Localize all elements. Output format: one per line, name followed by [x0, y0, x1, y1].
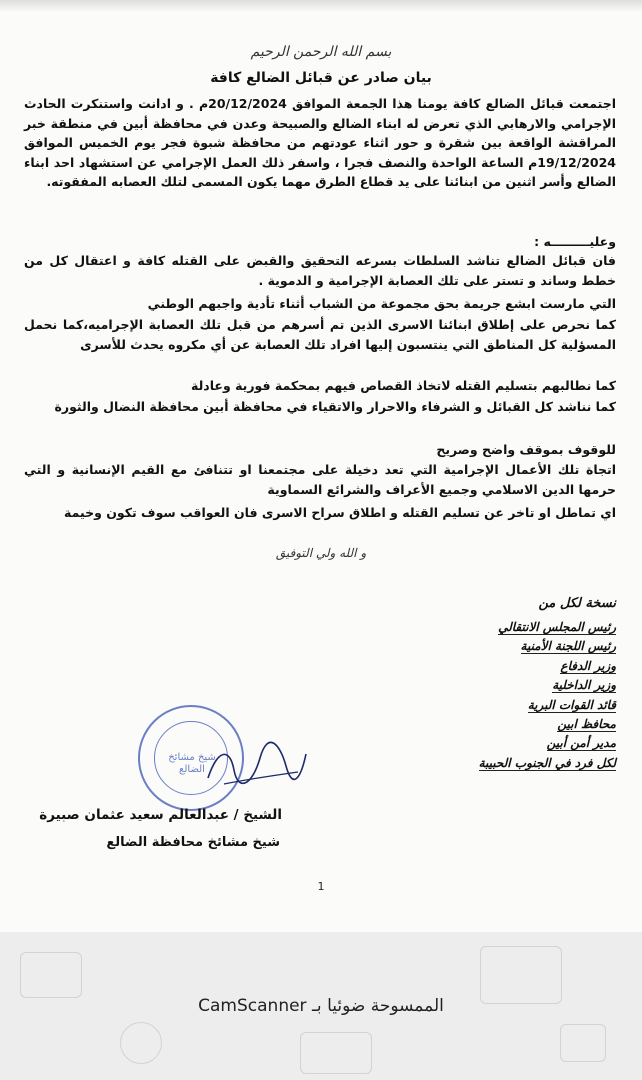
- abyan-appeal-paragraph: كما نناشد كل القبائل و الشرفاء والاحرار والاتقياء في محافظة أبين محافظة النضال والثورة: [54, 399, 616, 414]
- paper-top-shadow: [0, 0, 642, 12]
- demand-investigation-paragraph: فان قبائل الضالع تناشد السلطات بسرعه التحقيق والقبض على القتله كافة و اعتقال كل من خطط وساند و تستر على تلك العصابة الإجرامية و الدموية .: [24, 253, 616, 288]
- copy-recipients-list: [356, 618, 616, 773]
- decorative-camera-icon: [560, 1024, 606, 1062]
- basmala-header: بسم الله الرحمن الرحيم: [250, 44, 392, 60]
- list-item: لكل فرد في الجنوب الحبيبة: [478, 755, 616, 770]
- decorative-document-icon: [20, 952, 82, 998]
- signer-title: شيخ مشائخ محافظة الضالع: [106, 835, 280, 850]
- list-item: وزير الداخلية: [552, 678, 616, 693]
- page-number: 1: [317, 880, 325, 893]
- list-item: مدير أمن أبين: [546, 736, 616, 751]
- copy-to-heading: نسخة لكل من: [538, 596, 616, 611]
- warning-paragraph: اي تماطل او تاخر عن تسليم القتله و اطلاق سراح الاسرى فان العواقب سوف تكون وخيمة: [64, 505, 616, 520]
- list-item: وزير الدفاع: [560, 658, 616, 673]
- handwritten-signature: [200, 736, 310, 796]
- crime-description-line: التي مارست ابشع جريمة بحق مجموعة من الشباب أثناء تأدية واجبهم الوطني: [147, 296, 616, 311]
- statement-title: بيان صادر عن قبائل الضالع كافة: [210, 70, 432, 86]
- criminal-acts-paragraph: اتجاة تلك الأعمال الإجرامية التي تعد دخيلة على مجتمعنا او تتنافئ مع القيم الإنسانية و التي حرمها الدين الاسلامي وجميع الأعراف والشرائع السماوية: [24, 462, 616, 497]
- decorative-scan-icon: [300, 1032, 372, 1074]
- list-item: محافظ ابين: [557, 717, 616, 732]
- list-item: قائد القوات البرية: [527, 697, 616, 712]
- closing-phrase: و الله ولي التوفيق: [275, 546, 367, 560]
- decorative-circle-icon: [120, 1022, 162, 1064]
- intro-paragraph: اجتمعت قبائل الضالع كافة يومنا هذا الجمعة الموافق 20/12/2024م . و ادانت واستنكرت الحادث الإجرامي والارهابي الذي تعرض له ابناء الضالع والصبيحة وعدن في محافظة أبين في منطقة خبر المراقشة الواقعة بين شقرة و حور اثناء عودتهم من محافظة شبوة فجر يوم الخميس الموافق 19/12/2024م الساعة الواحدة والنصف فجرا ، واسفر ذلك العمل الإجرامي عن استشهاد احد ابناء الضالع وأسر اثنين من ابنائنا على يد قطاع الطرق مهما يكون المسمى لتلك العصابه المفقوته.: [24, 96, 616, 189]
- list-item: رئيس اللجنة الأمنية: [520, 639, 616, 654]
- list-item: رئيس المجلس الانتقالي: [498, 620, 616, 634]
- prisoners-release-paragraph: كما نحرص على إطلاق ابنائنا الاسرى الذين تم أسرهم من قبل تلك العصابة الإجراميه،كما نحمل المسؤلية كل المناطق التي ينتسبون إليها افراد تلك العصابة عن أي مكروه يحدث للأسرى: [24, 317, 616, 352]
- hand-over-killers-line: كما نطالبهم بتسليم القتله لاتخاذ القصاص فيهم بمحكمة فورية وعادلة: [191, 378, 616, 393]
- wa-alayh-heading: وعليـــــــــه :: [534, 234, 616, 249]
- camscanner-watermark: الممسوحة ضوئيا بـ CamScanner: [198, 996, 444, 1016]
- signer-name: الشيخ / عبدالعالم سعيد عثمان صبيرة: [39, 807, 282, 823]
- clear-stance-line: للوقوف بموقف واضح وصريح: [436, 442, 616, 457]
- stamp-text: شيخ مشائخ الضالع: [168, 752, 216, 775]
